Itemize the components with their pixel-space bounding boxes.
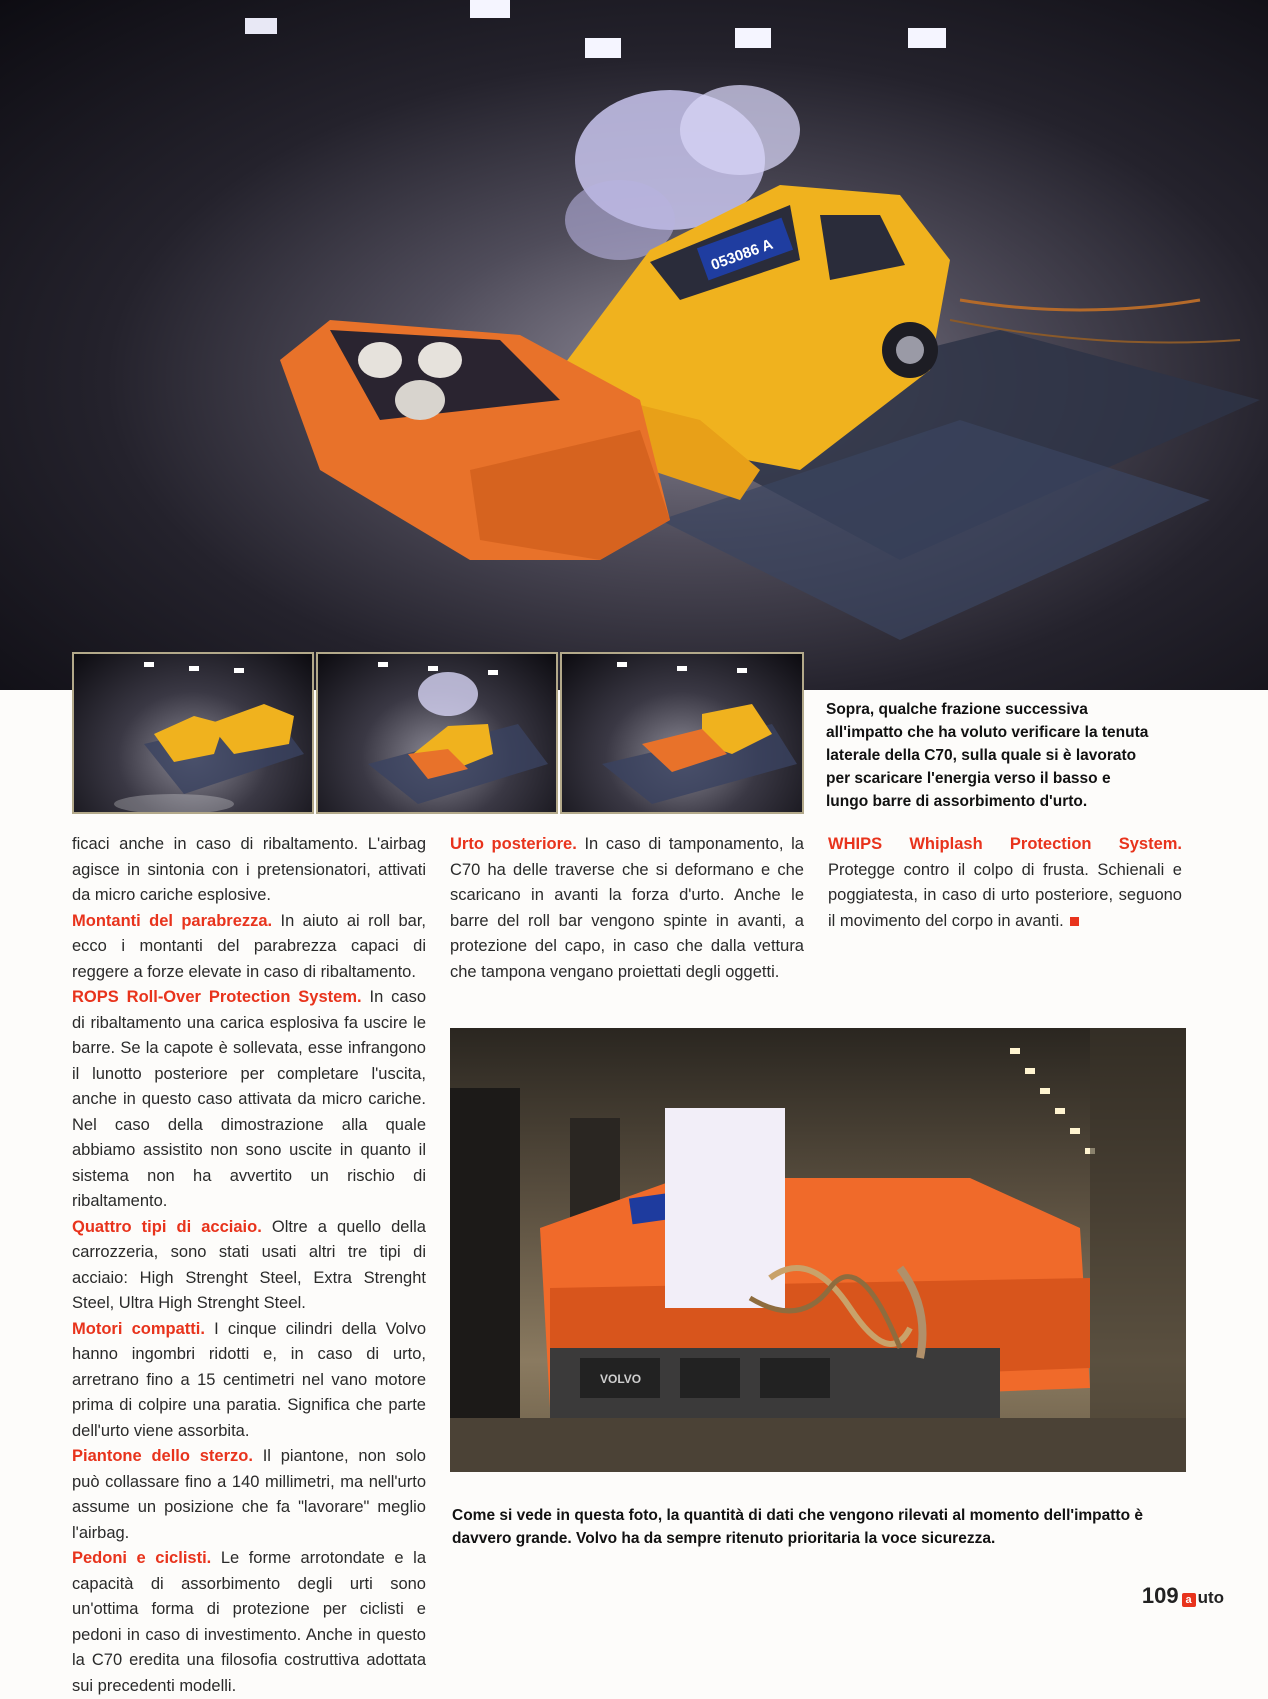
paragraph-text: Oltre a quello della carrozzeria, sono stati usati altri tre tipi di acciaio: High Strenght Steel, Extra Strenght Steel, Ultra High Strenght Steel.: [72, 1217, 426, 1312]
paragraph-text: Le forme arrotondate e la capacità di assorbimento degli urti sono un'ottima forma di protezione per ciclisti e pedoni in caso di investimento. Anche in questo la C70 eredita una filosofia costruttiva adottata sui precedenti modelli.: [72, 1549, 426, 1695]
article-column-3: [828, 832, 1182, 934]
section-heading: WHIPS Whiplash Protection System.: [828, 835, 1182, 853]
section-heading: Urto posteriore.: [450, 835, 577, 853]
thumbnail-illustration: [74, 654, 314, 814]
paragraph: [72, 985, 426, 1215]
thumbnail-frame-2: [316, 652, 558, 814]
cable: [960, 300, 1200, 310]
car-plate-label: 053086 A: [708, 235, 776, 274]
paragraph: [72, 909, 426, 986]
hero-illustration: [0, 0, 1268, 690]
paragraph: [450, 832, 804, 985]
smoke-cloud: [680, 85, 800, 175]
paragraph-text: I cinque cilindri della Volvo hanno ingombri ridotti e, in caso di urto, arretrano fino a 15 centimetri nel vano motore prima di colpire una paratia. Significa che parte dell'urto viene assorbita.: [72, 1319, 427, 1440]
hero-crash-photo: [0, 0, 1268, 690]
section-heading: Montanti del parabrezza.: [72, 911, 273, 930]
article-column-1: [72, 832, 426, 1699]
paragraph: [828, 832, 1182, 934]
thumbnail-illustration: [318, 654, 558, 814]
ceiling-light: [735, 28, 771, 48]
paragraph: [72, 1215, 426, 1317]
magazine-logo-text: uto: [1197, 1588, 1224, 1607]
thumbnail-illustration: [562, 654, 804, 814]
test-board: [665, 1108, 785, 1308]
ceiling-light: [470, 0, 510, 18]
sled-label: VOLVO: [600, 1372, 642, 1386]
section-heading: ROPS Roll-Over Protection System.: [72, 988, 362, 1006]
paragraph: [72, 1444, 426, 1546]
article-column-2: [450, 832, 804, 985]
paragraph: [72, 1317, 426, 1445]
section-heading: Quattro tipi di acciaio.: [72, 1217, 262, 1236]
section-heading: Piantone dello sterzo.: [72, 1447, 253, 1465]
photo-caption-top: Sopra, qualche frazione successiva all'impatto che ha voluto verificare la tenuta laterale della C70, sulla quale si è lavorato per scaricare l'energia verso il basso e lungo barre di assorbimento d'urto.: [826, 701, 1149, 810]
paragraph: [72, 1546, 426, 1699]
sensor-car-illustration: [450, 1028, 1186, 1472]
paragraph-text: Protegge contro il colpo di frusta. Schienali e poggiatesta, in caso di urto posteriore, seguono il movimento del corpo in avanti.: [828, 860, 1182, 930]
paragraph-text: ficaci anche in caso di ribaltamento. L'airbag agisce in sintonia con i pretensionatori, attivati da micro cariche esplosive.: [72, 835, 426, 904]
page-number: 109: [1141, 1583, 1179, 1608]
page-folio: [1142, 1583, 1224, 1609]
magazine-logo-letter: a: [1182, 1593, 1196, 1607]
paragraph: [72, 832, 426, 909]
end-of-article-mark: [1070, 917, 1079, 926]
ceiling-light: [245, 18, 277, 34]
ceiling-light: [585, 38, 621, 58]
photo-caption-bottom: Come si vede in questa foto, la quantità di dati che vengono rilevati al momento dell'impatto è davvero grande. Volvo ha da sempre ritenuto prioritaria la voce sicurezza.: [452, 1507, 1143, 1547]
section-heading: Pedoni e ciclisti.: [72, 1549, 212, 1567]
sensor-car-photo: [450, 1028, 1186, 1472]
ceiling-light: [908, 28, 946, 48]
paragraph-text: In aiuto ai roll bar, ecco i montanti del parabrezza capaci di reggere a forze elevate in caso di ribaltamento.: [72, 911, 426, 981]
paragraph-text: In caso di ribaltamento una carica esplosiva fa uscire le barre. Se la capote è sollevata, esse infrangono il lunotto posteriore per completare l'uscita, anche in questo caso attivata da micro cariche. Nel caso della dimostrazione alla quale abbiamo assistito non sono uscite in quanto il sistema non ha avvertito un rischio di ribaltamento.: [72, 988, 427, 1210]
paragraph-text: In caso di tamponamento, la C70 ha delle traverse che si deformano e che scaricano in avanti la forza d'urto. Anche le barre del roll bar vengono spinte in avanti, a protezione del capo, in caso che dalla vettura che tampona vengano proiettati degli oggetti.: [450, 835, 804, 981]
thumbnail-frame-3: [560, 652, 804, 814]
paragraph-text: Il piantone, non solo può collassare fino a 140 millimetri, ma nell'urto assume un posizione che fa "lavorare" meglio l'airbag.: [72, 1447, 426, 1542]
thumbnail-frame-1: [72, 652, 314, 814]
section-heading: Motori compatti.: [72, 1319, 205, 1338]
